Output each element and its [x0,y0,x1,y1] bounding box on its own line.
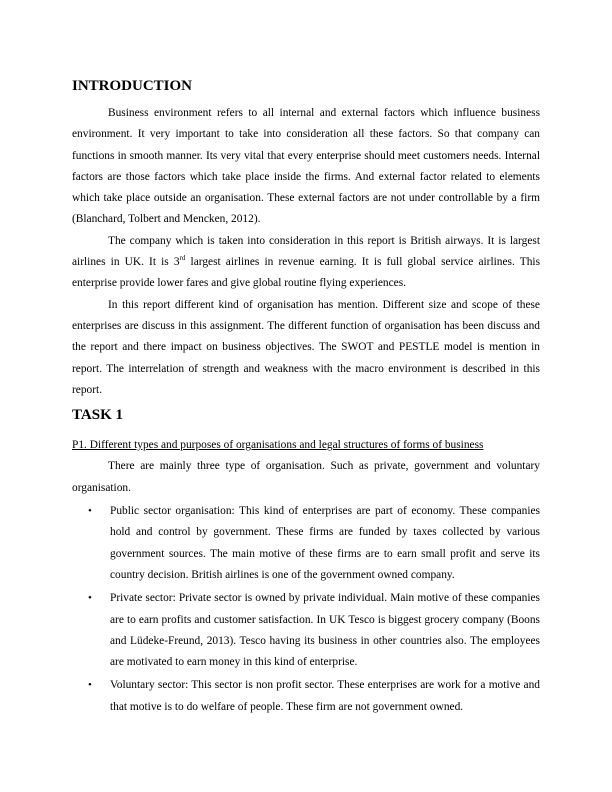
introduction-paragraph-2-part-a: The company which is taken into consideration in this report is British airways. It is largest airlines in UK. It is 3 [72,234,540,269]
introduction-paragraph-2 [72,231,540,295]
organisation-types-list [72,501,540,718]
bullet-icon: • [88,679,92,692]
task1-subheading: P1. Different types and purposes of organisations and legal structures of forms of business [72,439,484,452]
introduction-paragraph-2-part-b: largest airlines in revenue earning. It is full global service airlines. This enterprise provide lower fares and give global routine flying experiences. [72,256,540,290]
ordinal-superscript: rd [179,254,186,263]
task1-intro-paragraph: There are mainly three type of organisation. Such as private, government and voluntary organisation. [72,460,540,494]
list-item [72,588,540,673]
bullet-icon: • [88,505,92,518]
list-item [72,501,540,586]
introduction-paragraph-3: In this report different kind of organisation has mention. Different size and scope of these enterprises are discuss in this assignment. The different function of organisation has been discuss and the report and there impact on business objectives. The SWOT and PESTLE model is mention in report. The interrelation of strength and weakness with the macro environment is described in this report. [72,298,540,396]
introduction-heading: INTRODUCTION [72,78,193,94]
list-item-text: Public sector organisation: This kind of enterprises are part of economy. These companies hold and control by government. These firms are funded by taxes collected by various government sources. The main motive of these firms are to earn small profit and serve its country decision. British airlines is one of the government owned company. [110,505,540,581]
bullet-icon: • [88,592,92,605]
list-item-text: Voluntary sector: This sector is non profit sector. These enterprises are work for a motive and that motive is to do welfare of people. These firm are not government owned. [110,679,540,713]
list-item-text: Private sector: Private sector is owned by private individual. Main motive of these companies are to earn profits and customer satisfaction. In UK Tesco is biggest grocery company (Boons and Lüdeke-Freund, 2013). Tesco having its business in other countries also. The employees are motivated to earn money in this kind of enterprise. [110,592,540,669]
task1-heading: TASK 1 [72,407,123,424]
document-page [72,76,540,720]
introduction-paragraph-1: Business environment refers to all internal and external factors which influence business environment. It very important to take into consideration all these factors. So that company can functions in smooth manner. Its very vital that every enterprise should meet customers needs. Internal factors are those factors which take place inside the firms. And external factor related to elements which take place outside an organisation. These external factors are not under controllable by a firm (Blanchard, Tolbert and Mencken, 2012). [72,107,540,226]
list-item [72,675,540,718]
